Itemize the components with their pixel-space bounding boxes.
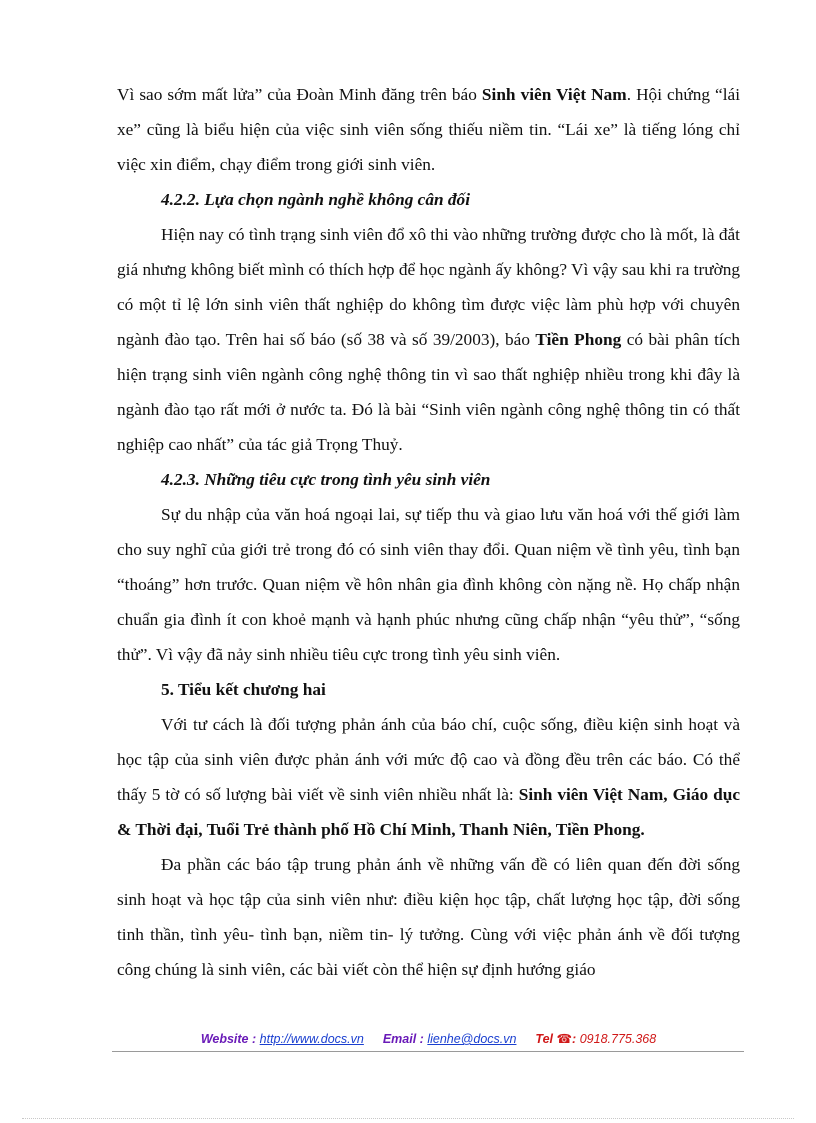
paragraph-5: Đa phần các báo tập trung phản ánh về những vấn đề có liên quan đến đời sống sinh hoạt và học tập của sinh viên như: điều kiện học tập, chất lượng học tập, đời sống tinh thần, tình yêu- tình bạn, niềm tin- lý tưởng. Cùng với việc phản ánh về đối tượng công chúng là sinh viên, các bài viết còn thể hiện sự định hướng giáo bbox=[117, 855, 740, 979]
text-run: Với tư cách là đối tượng phản ánh của báo chí, cuộc sống, điều kiện sinh hoạt và học tập của sinh viên được phản ánh với mức độ cao và đồng đều trên các báo. Có thể thấy 5 tờ có số lượng bài viết về sinh viên nhiều nhất là: bbox=[117, 715, 740, 804]
section-heading-5: 5. Tiểu kết chương hai bbox=[161, 680, 326, 699]
document-body bbox=[117, 77, 740, 987]
newspaper-name-bold: Sinh viên Việt Nam bbox=[481, 85, 627, 104]
section-heading-4-2-2: 4.2.2. Lựa chọn ngành nghề không cân đối bbox=[161, 190, 471, 209]
page-bottom-edge bbox=[22, 1118, 794, 1119]
email-link[interactable]: lienhe@docs.vn bbox=[427, 1032, 517, 1046]
footer-divider bbox=[112, 1051, 744, 1052]
paragraph-1 bbox=[117, 77, 740, 182]
newspaper-name-bold: Tiền Phong bbox=[535, 330, 622, 349]
paragraph-3: Sự du nhập của văn hoá ngoại lai, sự tiếp thu và giao lưu văn hoá với thế giới làm cho suy nghĩ của giới trẻ trong đó có sinh viên thay đổi. Quan niệm về tình yêu, tình bạn “thoáng” hơn trước. Quan niệm về hôn nhân gia đình không còn nặng nề. Họ chấp nhận chuẩn gia đình ít con khoẻ mạnh và hạnh phúc nhưng cũng chấp nhận “yêu thử”, “sống thử”. Vì vậy đã nảy sinh nhiều tiêu cực trong tình yêu sinh viên. bbox=[117, 505, 740, 664]
website-label: Website : bbox=[200, 1032, 257, 1046]
phone-number: 0918.775.368 bbox=[579, 1032, 657, 1046]
email-label: Email : bbox=[382, 1032, 424, 1046]
section-heading-4-2-3: 4.2.3. Những tiêu cực trong tình yêu sinh viên bbox=[161, 470, 491, 489]
newspaper-list-bold: Sinh viên Việt Nam, Giáo dục & Thời đại, Tuổi Trẻ thành phố Hồ Chí Minh, Thanh Niên, Tiền Phong. bbox=[117, 785, 740, 839]
page-footer bbox=[117, 1030, 740, 1048]
paragraph-4 bbox=[117, 707, 740, 847]
website-link[interactable]: http://www.docs.vn bbox=[259, 1032, 364, 1046]
text-run: . Hội chứng “lái xe” cũng là biểu hiện của việc sinh viên sống thiếu niềm tin. “Lái xe” là tiếng lóng chỉ việc xin điểm, chạy điểm trong giới sinh viên. bbox=[117, 85, 741, 174]
tel-label: Tel ☎: bbox=[535, 1032, 577, 1046]
text-run: Hiện nay có tình trạng sinh viên đổ xô thi vào những trường được cho là mốt, là đắt giá nhưng không biết mình có thích hợp để học ngành ấy không? Vì vậy sau khi ra trường có một tỉ lệ lớn sinh viên thất nghiệp do không tìm được việc làm phù hợp với chuyên ngành đào tạo. Trên hai số báo (số 38 và số 39/2003), báo bbox=[117, 225, 740, 349]
text-run: Vì sao sớm mất lửa” của Đoàn Minh đăng trên báo bbox=[117, 85, 482, 104]
paragraph-2 bbox=[117, 217, 740, 462]
text-run: có bài phân tích hiện trạng sinh viên ngành công nghệ thông tin vì sao thất nghiệp nhiều trong khi đây là ngành đào tạo rất mới ở nước ta. Đó là bài “Sinh viên ngành công nghệ thông tin có thất nghiệp cao nhất” của tác giả Trọng Thuỷ. bbox=[117, 330, 740, 454]
